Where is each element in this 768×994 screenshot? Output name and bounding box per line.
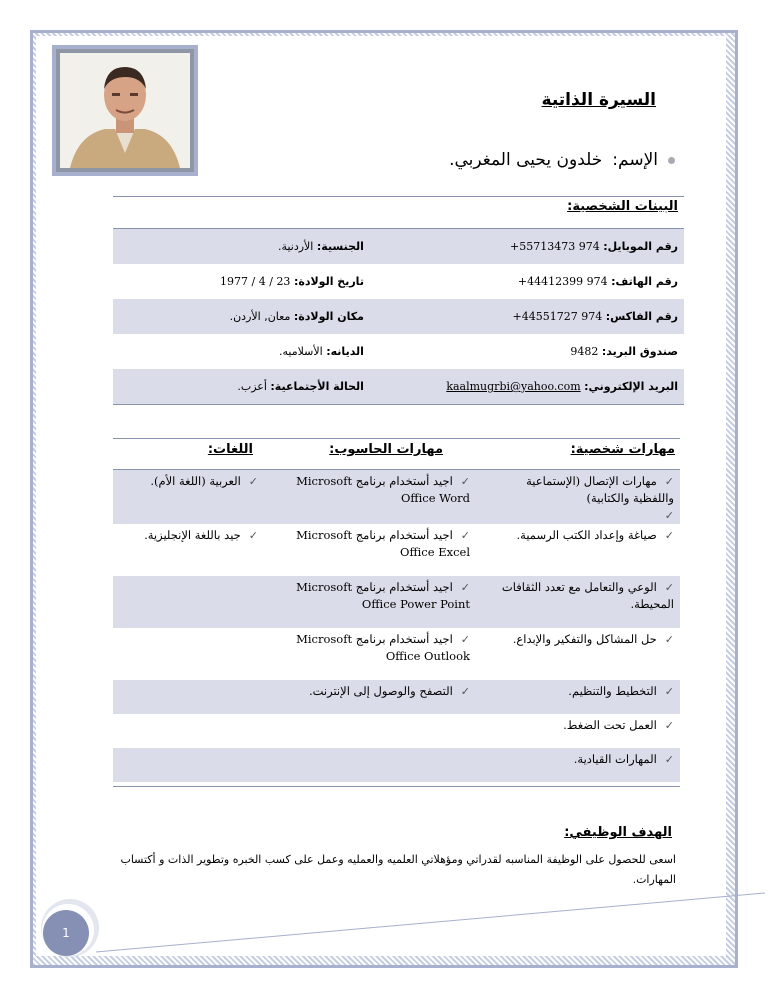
marital-value: أعزب. (237, 380, 267, 393)
check-icon: ✓ (664, 475, 674, 488)
check-icon: ✓ (664, 509, 674, 522)
email-link[interactable]: kaalmugrbi@yahoo.com (446, 380, 581, 393)
skill-personal: صياغة وإعداد الكتب الرسمية. (516, 528, 657, 542)
pobox-label: صندوق البريد: (601, 345, 678, 358)
check-icon: ✓ (460, 529, 470, 542)
birthdate-value: 23 / 4 / 1977 (220, 275, 291, 288)
phone-value: 974 44412399+ (517, 275, 608, 288)
career-goal-text: اسعى للحصول على الوظيفة المناسبه لقدراتي ومؤهلاتي العلميه والعمليه وعمل على كسب الخبره وتطوير الذات و أكتساب المهارات. (120, 853, 676, 886)
check-icon: ✓ (460, 633, 470, 646)
fax-value: 974 44551727+ (512, 310, 603, 323)
skill-personal: مهارات الإتصال (الإستماعية واللفظية والكتابية) (526, 474, 674, 505)
mobile-label: رقم الموبايل: (603, 240, 678, 253)
check-icon: ✓ (664, 719, 674, 732)
mobile-value: 974 55713473+ (510, 240, 600, 253)
skill-language: العربية (اللغة الأم). (150, 474, 241, 488)
nationality-label: الجنسية: (316, 240, 364, 253)
skill-personal: حل المشاكل والتفكير والإبداع. (512, 632, 657, 646)
nationality-value: الأردنية. (278, 240, 314, 253)
phone-label: رقم الهاتف: (611, 275, 678, 288)
email-label: البريد الإلكتروني: (584, 380, 678, 393)
skill-computer: اجيد أستخدام برنامج Microsoft Office Power Point (296, 580, 470, 611)
religion-value: الأسلاميه. (279, 345, 323, 358)
check-icon: ✓ (460, 581, 470, 594)
computer-skills-heading: مهارات الحاسوب: (329, 442, 443, 457)
pobox-value: 9482 (570, 345, 599, 358)
career-goal-heading: الهدف الوظيفي: (564, 825, 672, 840)
fax-label: رقم الفاكس: (605, 310, 678, 323)
languages-heading: اللغات: (207, 442, 253, 457)
skill-personal: العمل تحت الضغط. (563, 718, 657, 732)
check-icon: ✓ (664, 685, 674, 698)
page-number-badge (36, 896, 100, 960)
check-icon: ✓ (664, 581, 674, 594)
check-icon: ✓ (664, 529, 674, 542)
skill-personal: المهارات القيادية. (573, 752, 657, 766)
page-number: 1 (62, 926, 70, 940)
check-icon: ✓ (460, 685, 470, 698)
birthdate-label: تاريخ الولادة: (293, 275, 364, 288)
skill-computer: اجيد أستخدام برنامج Microsoft Office Word (296, 474, 470, 505)
check-icon: ✓ (460, 475, 470, 488)
personal-info-heading: البينات الشخصية: (567, 199, 678, 214)
check-icon: ✓ (248, 529, 258, 542)
skill-personal: التخطيط والتنظيم. (568, 684, 657, 698)
skill-computer: التصفح والوصول إلى الإنترنت. (308, 684, 453, 698)
marital-label: الحالة الأجتماعية: (270, 380, 364, 393)
birthplace-value: معان, الأردن. (229, 310, 291, 323)
check-icon: ✓ (664, 633, 674, 646)
religion-label: الديانه: (326, 345, 364, 358)
name-label: الإسم: (612, 150, 658, 170)
skill-computer: اجيد أستخدام برنامج Microsoft Office Excel (296, 528, 470, 559)
skill-language: جيد باللغة الإنجليزية. (144, 528, 241, 542)
skill-personal: الوعي والتعامل مع تعدد الثقافات المحيطة. (501, 580, 674, 611)
check-icon: ✓ (664, 753, 674, 766)
page-title: السيرة الذاتية (541, 90, 656, 110)
skill-computer: اجيد أستخدام برنامج Microsoft Office Outlook (296, 632, 470, 663)
check-icon: ✓ (248, 475, 258, 488)
personal-skills-heading: مهارات شخصية: (570, 442, 675, 457)
name-value: خلدون يحيى المغربي. (449, 150, 603, 170)
birthplace-label: مكان الولادة: (293, 310, 364, 323)
